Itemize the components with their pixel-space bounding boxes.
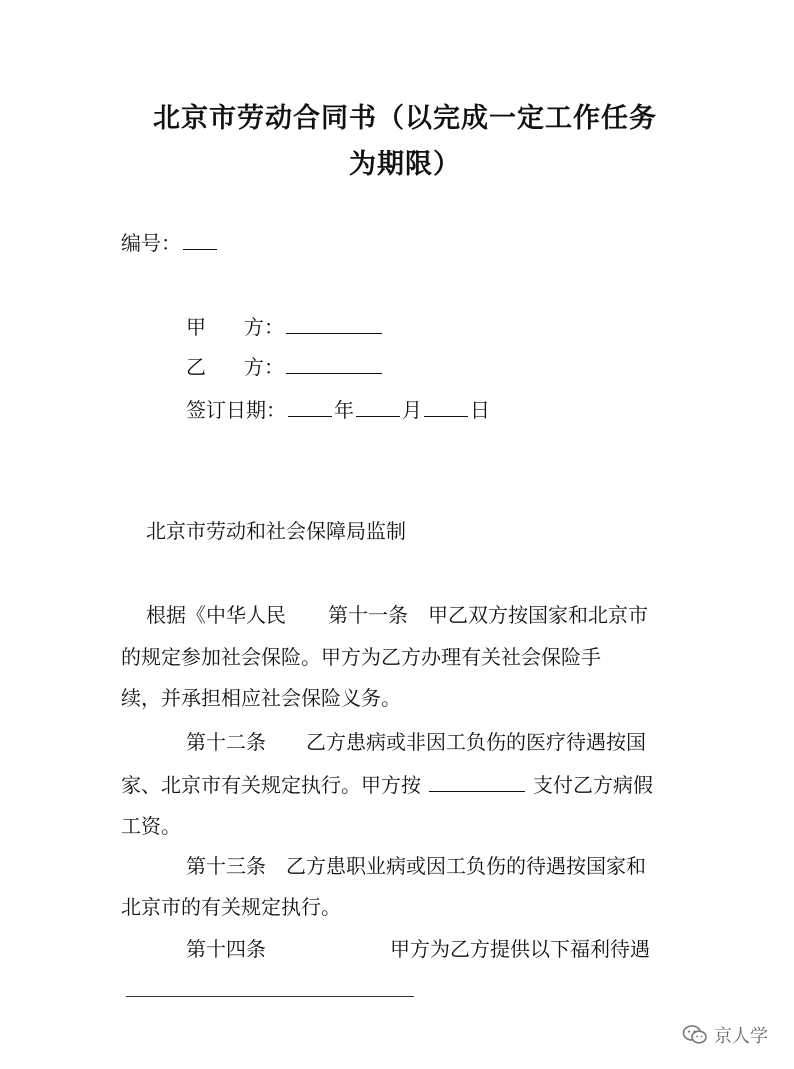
- article-13-label: 第十三条: [186, 854, 266, 878]
- article-13-line-1: [186, 852, 646, 880]
- sick-pay-blank: [429, 769, 525, 792]
- sign-day-blank: [424, 394, 468, 417]
- article-11-line-2: 的规定参加社会保险。甲方为乙方办理有关社会保险手: [121, 645, 601, 669]
- document-title-line-1: 北京市劳动合同书（以完成一定工作任务: [153, 103, 657, 134]
- watermark: [682, 1022, 768, 1048]
- sign-month-label: 月: [402, 398, 422, 422]
- article-11-line-1: [146, 601, 648, 629]
- party-b-label-2: 方：: [244, 355, 284, 379]
- party-b-line: [186, 351, 384, 381]
- party-a-line: [186, 311, 384, 341]
- article-11-label: 第十一条: [328, 603, 408, 627]
- party-b-label-1: 乙: [186, 355, 206, 379]
- sign-month-blank: [356, 394, 400, 417]
- party-a-blank: [286, 311, 382, 334]
- article-12-text-1: 乙方患病或非因工负伤的医疗待遇按国: [306, 730, 646, 754]
- contract-number-line: [121, 227, 219, 257]
- article-12-line-2: [121, 769, 653, 799]
- party-a-label-2: 方：: [244, 315, 284, 339]
- contract-number-blank: [183, 227, 217, 250]
- party-a-label-1: 甲: [186, 315, 206, 339]
- article-11-text-1: 甲乙双方按国家和北京市: [428, 603, 648, 627]
- document-title-line-2: 为期限）: [349, 149, 461, 180]
- article-12-line-1: [186, 728, 646, 756]
- article-12-text-2b: 支付乙方病假: [533, 773, 653, 797]
- sign-date-label: 签订日期：: [186, 398, 286, 422]
- footnote-divider: [126, 996, 414, 997]
- party-b-blank: [286, 351, 382, 374]
- article-12-line-3: 工资。: [121, 814, 181, 838]
- sign-year-label: 年: [334, 398, 354, 422]
- article-12-text-2a: 家、北京市有关规定执行。甲方按: [121, 773, 421, 797]
- basis-text: 根据《中华人民: [146, 603, 286, 627]
- supervisor-line: 北京市劳动和社会保障局监制: [146, 519, 406, 543]
- article-13-line-2: 北京市的有关规定执行。: [121, 895, 341, 919]
- contract-number-label: 编号：: [121, 231, 181, 255]
- sign-year-blank: [288, 394, 332, 417]
- article-14-text-1: 甲方为乙方提供以下福利待遇: [390, 937, 650, 961]
- article-14-line-1: [186, 935, 650, 963]
- article-11-line-3: 续，并承担相应社会保险义务。: [121, 686, 401, 710]
- sign-day-label: 日: [470, 398, 490, 422]
- article-12-label: 第十二条: [186, 730, 266, 754]
- article-14-label: 第十四条: [186, 937, 266, 961]
- article-13-text-1: 乙方患职业病或因工负伤的待遇按国家和: [286, 854, 646, 878]
- watermark-text: 京人学: [714, 1026, 768, 1047]
- wechat-icon: [682, 1024, 708, 1046]
- sign-date-line: [186, 394, 490, 424]
